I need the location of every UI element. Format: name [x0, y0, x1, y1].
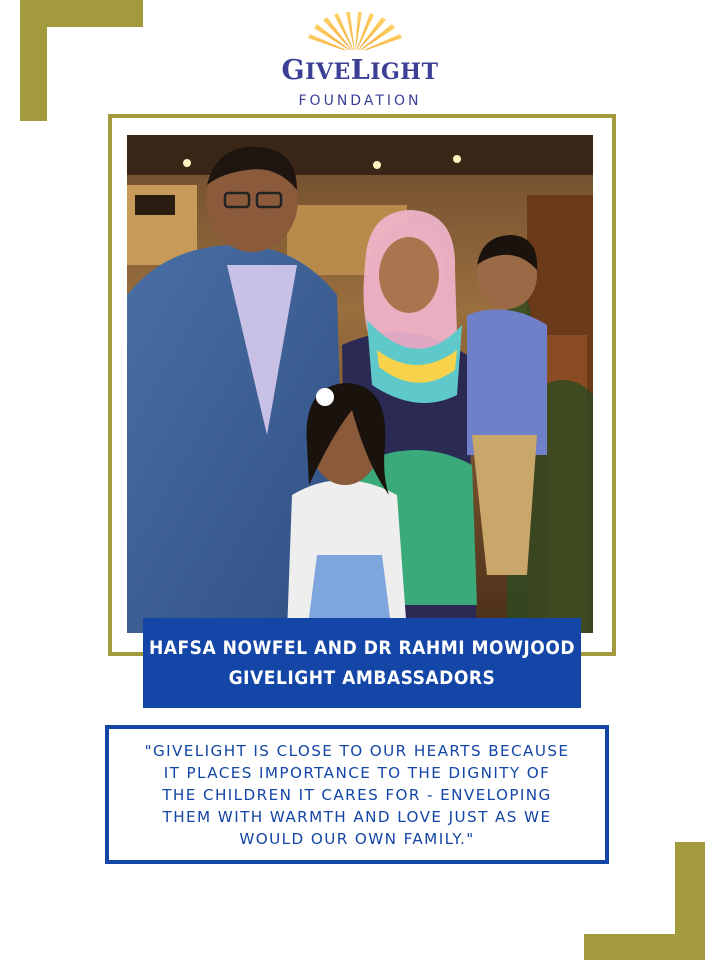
logo-wordmark: GIVELIGHT [281, 55, 439, 86]
quote-line: THE CHILDREN IT CARES FOR - ENVELOPING [162, 785, 552, 804]
quote-line: THEM WITH WARMTH AND LOVE JUST AS WE [162, 807, 552, 826]
quote-box [105, 725, 609, 864]
quote-line: IT PLACES IMPORTANCE TO THE DIGNITY OF [163, 763, 551, 782]
quote-line: WOULD OUR OWN FAMILY." [239, 829, 475, 848]
family-photo-illustration [127, 135, 593, 633]
banner-names: HAFSA NOWFEL AND DR RAHMI MOWJOOD [148, 637, 576, 659]
quote-line: "GIVELIGHT IS CLOSE TO OUR HEARTS BECAUSE [144, 741, 570, 760]
givelight-logo [250, 12, 470, 109]
logo-subtitle: FOUNDATION [298, 93, 422, 109]
sun-rays-icon [300, 12, 410, 56]
corner-decoration-bottom-right-vertical [675, 842, 705, 960]
family-photo [127, 135, 593, 633]
banner-role: GIVELIGHT AMBASSADORS [228, 667, 496, 689]
corner-decoration-top-left-vertical [20, 0, 47, 121]
ambassadors-banner [143, 618, 581, 708]
